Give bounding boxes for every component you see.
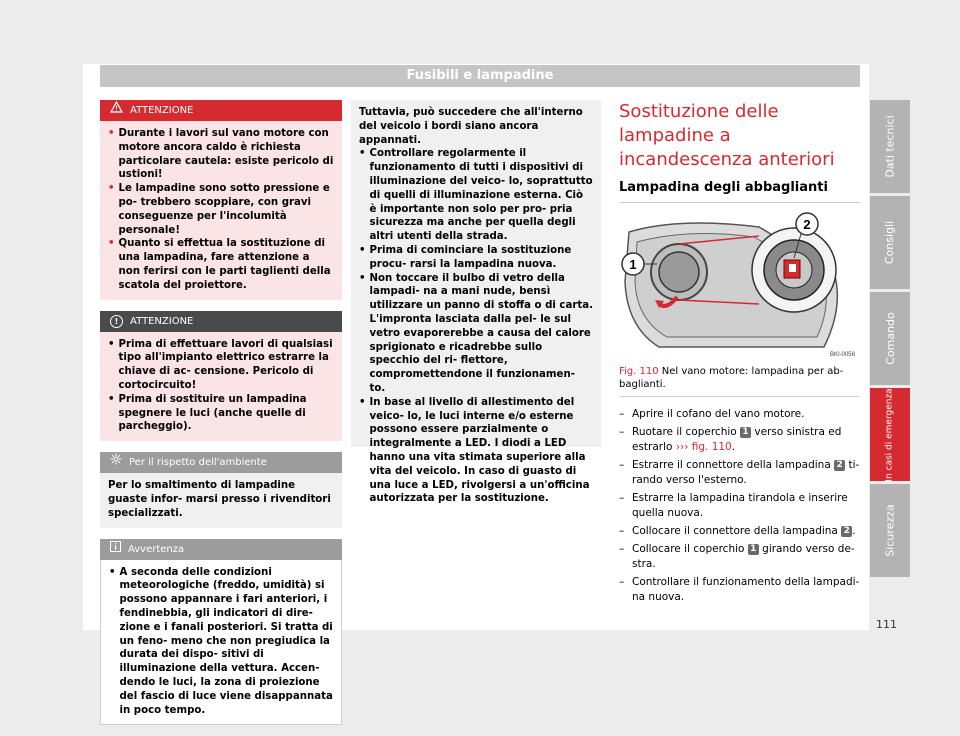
exclamation-circle-icon: ! (110, 315, 123, 328)
callout-1: 1 (629, 257, 637, 272)
warning-title: ATTENZIONE (130, 105, 194, 116)
leaf-icon (110, 452, 122, 473)
list-item: • Prima di sostituire un lampadina spegnere le luci (anche quelle di parcheggio). (108, 393, 307, 433)
callout-badge: 1 (740, 427, 751, 438)
list-item: • A seconda delle condizioni meteorologiche (freddo, umidità) si possono appannare i fari anteriori, i fendinebbia, gli indicatori di dire- zione e i fanali posteriori. Si tratta di un feno- meno che non pregiudica la durata dei dispo- sitivi di illuminazione della vettura. Accen- dendo le luci, la zona di proiezione del fascio di luce viene disappannata in poco tempo. (109, 566, 333, 716)
list-item: – Estrarre la lampadina tirandola e inserire quella nuova. (619, 492, 848, 519)
right-column (619, 100, 861, 608)
tab-sicurezza[interactable]: Sicurezza (870, 484, 910, 577)
note-box (100, 539, 342, 726)
list-item: • Prima di effettuare lavori di qualsiasi tipo all'impianto elettrico estrarre la chiave di ac- censione. Pericolo di cortocircuito! (108, 338, 333, 391)
caption-text: Nel vano motore: lampadina per ab- baglianti. (619, 366, 844, 390)
info-icon (110, 539, 121, 560)
warning-continuation (351, 100, 601, 505)
list-item: • Durante i lavori sul vano motore con motore ancora caldo è richiesta particolare cautela: esiste pericolo di ustioni! (108, 128, 334, 181)
figure-headlight (619, 212, 859, 397)
environment-title: Per il rispetto dell'ambiente (129, 457, 267, 469)
figure-code: BKI-0058 (829, 352, 855, 358)
page-number: 111 (876, 618, 897, 631)
instruction-steps (619, 407, 861, 605)
callout-badge: 2 (834, 460, 845, 471)
tab-emergenza[interactable]: In casi di emergenza (870, 388, 910, 481)
tab-comando[interactable]: Comando (870, 292, 910, 385)
headlight-illustration (619, 212, 859, 360)
list-item: – Collocare il coperchio 1 girando verso de- stra. (619, 543, 855, 570)
figure-number: Fig. 110 (619, 366, 659, 377)
list-item: – Ruotare il coperchio 1 verso sinistra ed estrarlo ››› fig. 110. (619, 426, 842, 453)
environment-box (100, 452, 342, 527)
warning-header (100, 100, 342, 121)
environment-header (100, 452, 342, 473)
note-header (100, 539, 342, 560)
warning-triangle-icon (110, 100, 123, 121)
note-title: Avvertenza (128, 543, 185, 555)
middle-column (351, 100, 601, 505)
callout-badge: 1 (748, 544, 759, 555)
warning-title: ATTENZIONE (130, 315, 194, 327)
figure-link[interactable]: ››› fig. 110 (675, 441, 732, 453)
list-item: – Collocare il connettore della lampadina 2 . (619, 525, 856, 537)
list-item: – Controllare il funzionamento della lampadi- na nuova. (619, 576, 860, 603)
chapter-tabs (870, 100, 910, 580)
list-item: • Non toccare il bulbo di vetro della lampadi- na a mani nude, bensì utilizzare un panno di stoffa o di carta. L'impronta lasciata dalla pel- le sul vetro evaporerebbe a causa del calore sprigionato e ricadrebbe sullo specchio del ri- flettore, compromettendone il funzionamen- to. (359, 272, 593, 394)
list-item: – Aprire il cofano del vano motore. (619, 408, 805, 420)
warning-header (100, 311, 342, 332)
figure-caption (619, 360, 859, 397)
continuation-intro: Tuttavia, può succedere che all'interno del veicolo i bordi siano ancora appannati. (359, 107, 583, 146)
page-header: Fusibili e lampadine (100, 65, 860, 87)
callout-badge: 2 (841, 526, 852, 537)
section-title: Sostituzione delle lampadine a incandescenza anteriori (619, 101, 835, 170)
list-item: • Prima di cominciare la sostituzione procu- rarsi la lampadina nuova. (359, 244, 572, 270)
tab-dati-tecnici[interactable]: Dati tecnici (870, 100, 910, 193)
environment-body: Per lo smaltimento di lampadine guaste infor- marsi presso i rivenditori specializzati. (100, 473, 342, 527)
list-item: • Controllare regolarmente il funzionamento di tutti i dispositivi di illuminazione del veico- lo, soprattutto di quelli di illuminazione esterna. Ciò è importante non solo per pro- pria sicurezza ma anche per quella degli altri utenti della strada. (359, 148, 593, 243)
list-item: • In base al livello di allestimento del veico- lo, le luci interne e/o esterne possono essere parzialmente o integralmente a LED. I diodi a LED hanno una vita stimata superiore alla vita del veicolo. In caso di guasto di una luce a LED, rivolgersi a un'officina autorizzata per la sostituzione. (359, 396, 590, 505)
list-item: – Estrarre il connettore della lampadina 2 ti- rando verso l'esterno. (619, 459, 860, 486)
warning-box-burns (100, 100, 342, 300)
section-subtitle: Lampadina degli abbaglianti (619, 179, 861, 203)
left-column (100, 100, 342, 736)
warning-body (100, 332, 342, 442)
note-body (100, 560, 342, 726)
callout-2: 2 (803, 217, 811, 232)
warning-box-electrical (100, 311, 342, 442)
list-item: • Le lampadine sono sotto pressione e po- trebbero scoppiare, con gravi conseguenze per l'incolumità personale! (108, 183, 330, 236)
tab-consigli[interactable]: Consigli (870, 196, 910, 289)
warning-body (100, 121, 342, 300)
list-item: • Quanto si effettua la sostituzione di una lampadina, fare attenzione a non ferirsi con le parti taglienti della scatola del proiettore. (108, 238, 331, 291)
